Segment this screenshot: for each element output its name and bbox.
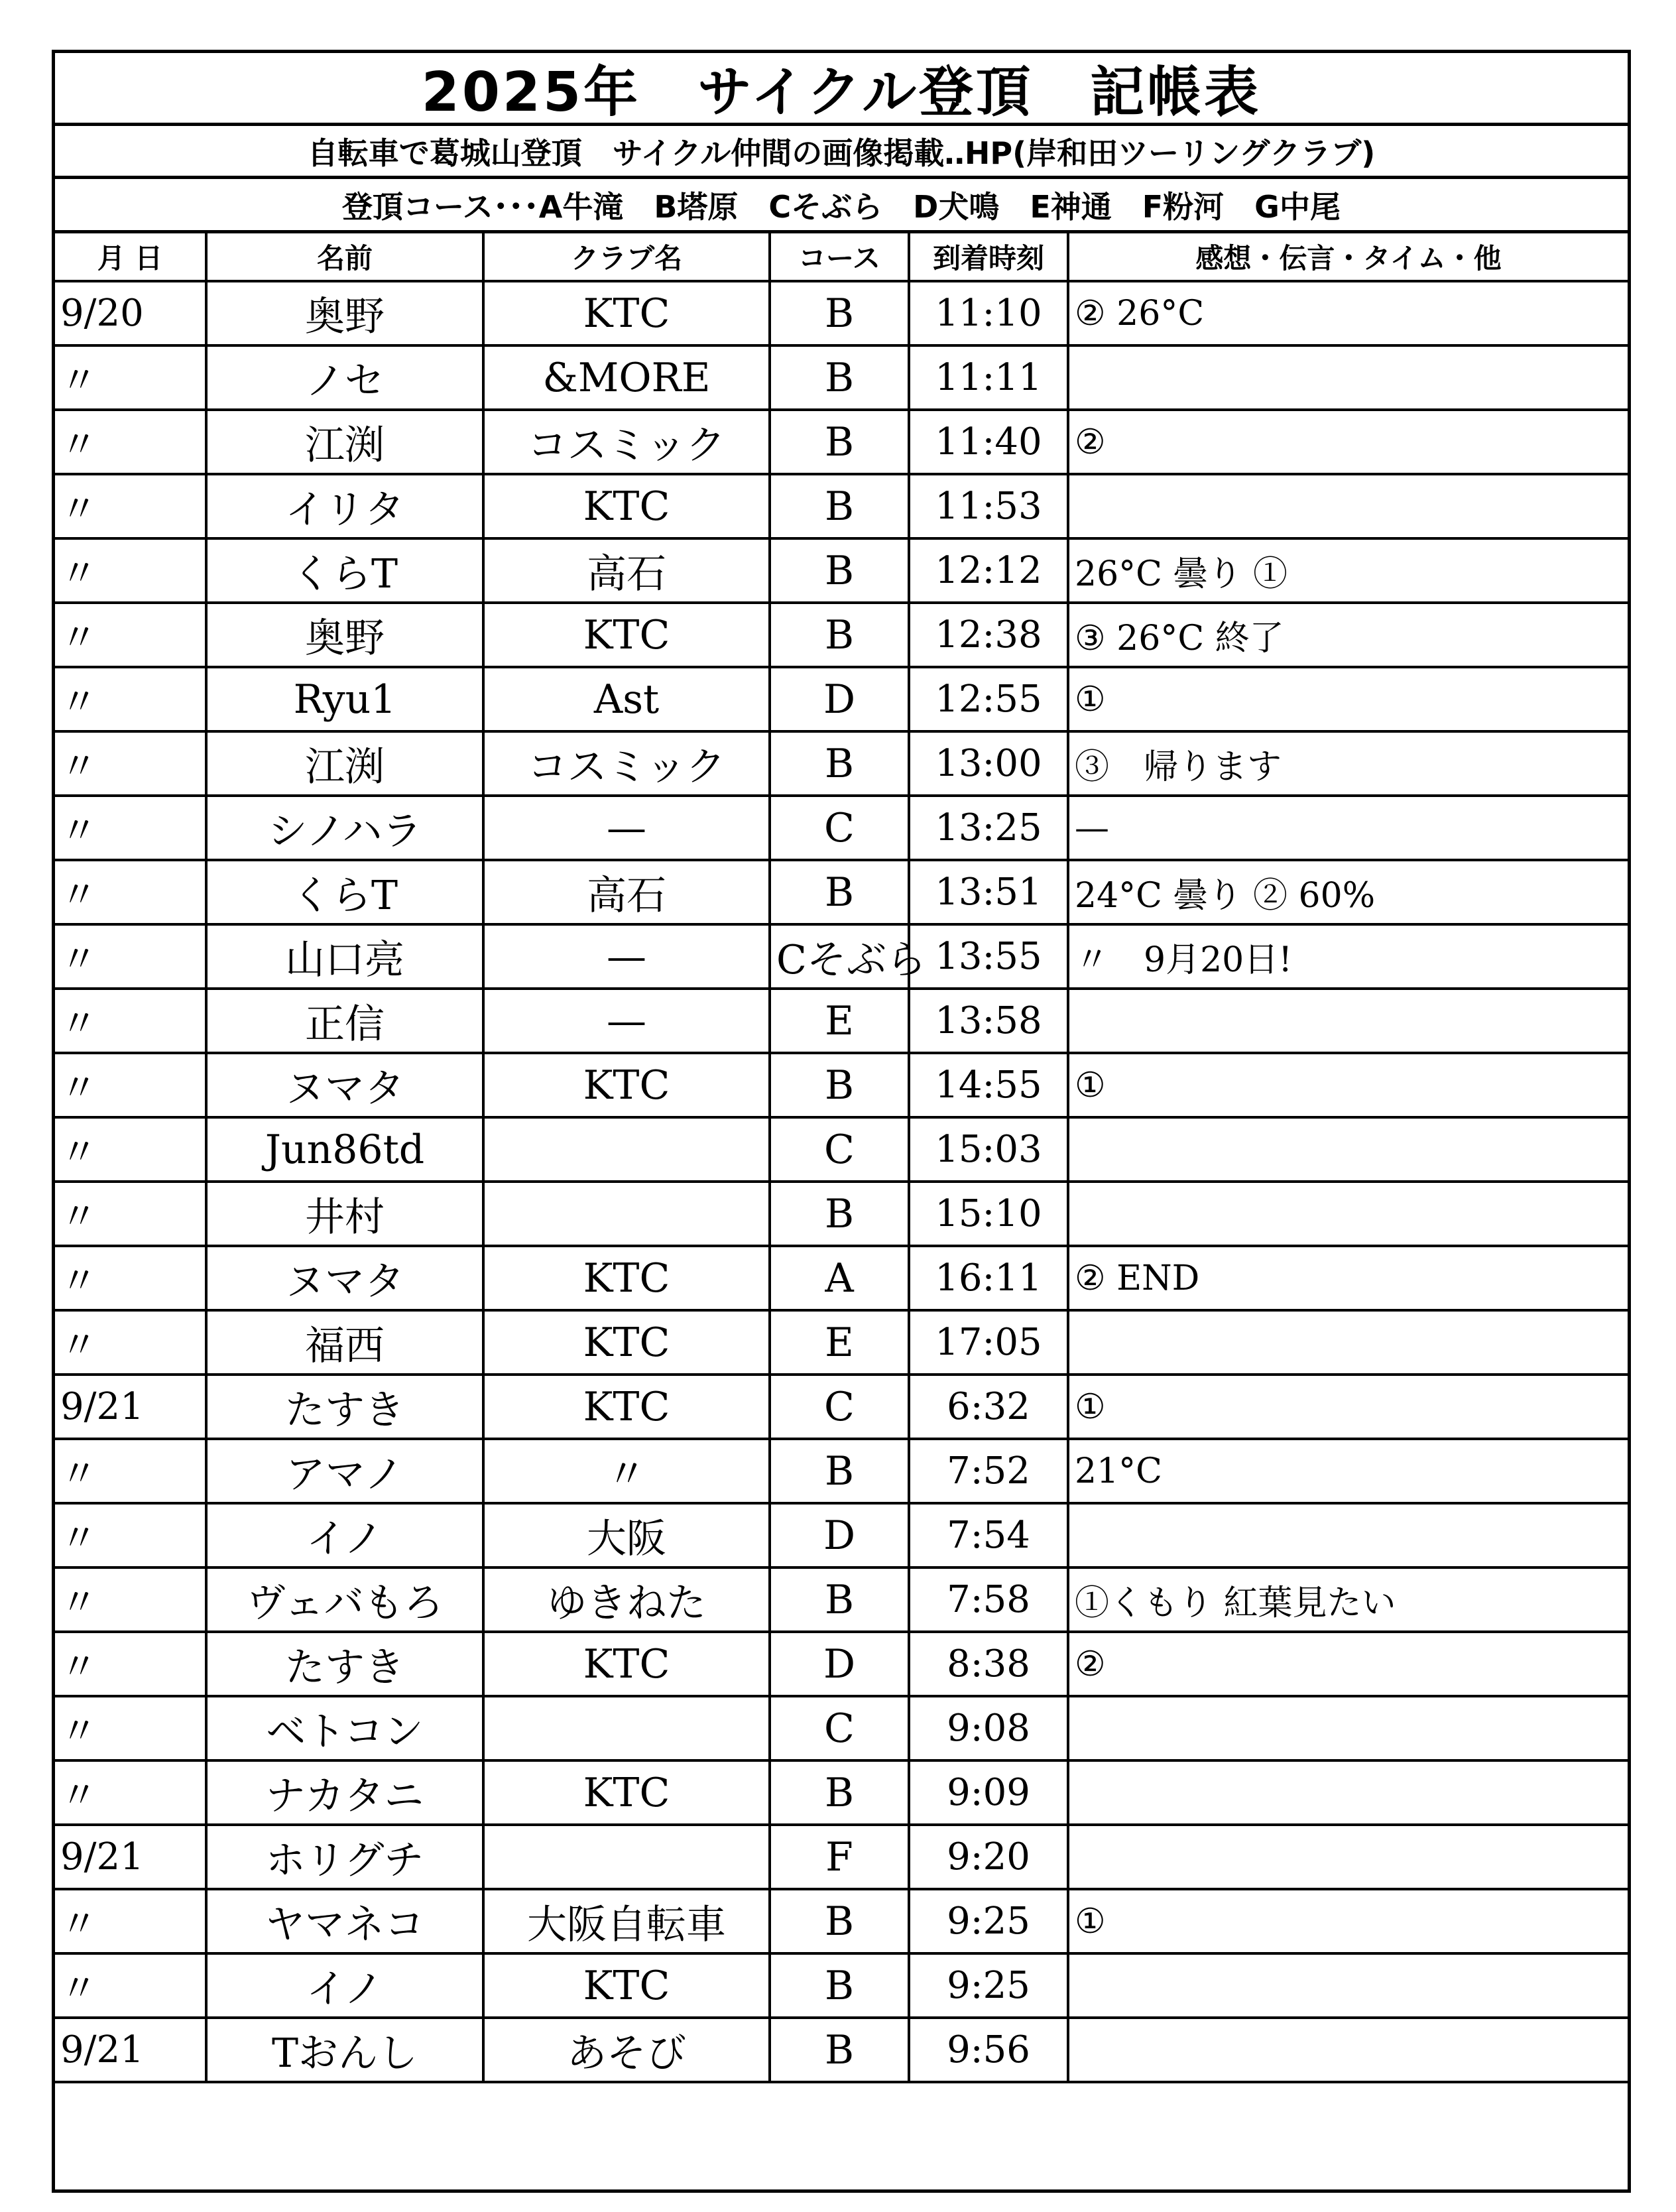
subtitle: 自転車で葛城山登頂 サイクル仲間の画像掲載‥HP(岸和田ツーリングクラブ) (55, 126, 1628, 179)
cell-club: 〃 (483, 1439, 770, 1503)
cell-time: 9:25 (909, 1953, 1068, 2018)
cell-club (483, 1182, 770, 1246)
cell-club: KTC (483, 1375, 770, 1439)
cell-name: 福西 (206, 1310, 483, 1375)
cell-date: 〃 (55, 1696, 206, 1760)
cell-date: 〃 (55, 1310, 206, 1375)
cell-note: ② (1068, 1632, 1628, 1696)
table-row (55, 538, 1628, 603)
cell-name: 正信 (206, 989, 483, 1053)
cell-course: C (770, 1117, 909, 1182)
cell-date: 〃 (55, 1182, 206, 1246)
cell-date: 9/21 (55, 2018, 206, 2082)
cell-club: あそび (483, 2018, 770, 2082)
table-row (55, 1182, 1628, 1246)
cell-time: 9:56 (909, 2018, 1068, 2082)
cell-course: D (770, 1503, 909, 1567)
cell-name: シノハラ (206, 796, 483, 860)
cell-course: B (770, 345, 909, 410)
cell-course: B (770, 1567, 909, 1632)
cell-club: — (483, 796, 770, 860)
cell-course: B (770, 1889, 909, 1953)
cell-note: ① (1068, 1889, 1628, 1953)
cell-course: B (770, 474, 909, 538)
cell-course: B (770, 1053, 909, 1117)
cell-date: 〃 (55, 924, 206, 989)
cell-club: KTC (483, 1632, 770, 1696)
table-row (55, 410, 1628, 474)
table-row (55, 1246, 1628, 1310)
cell-time: 12:55 (909, 667, 1068, 731)
cell-club: KTC (483, 1310, 770, 1375)
table-row (55, 924, 1628, 989)
cell-date: 〃 (55, 345, 206, 410)
cell-name: アマノ (206, 1439, 483, 1503)
cell-course: E (770, 1310, 909, 1375)
cell-time: 14:55 (909, 1053, 1068, 1117)
cell-club: 大阪自転車 (483, 1889, 770, 1953)
cell-course: D (770, 667, 909, 731)
cell-note: ② 26°C (1068, 281, 1628, 345)
cell-note: ③ 帰ります (1068, 731, 1628, 796)
cell-club: KTC (483, 603, 770, 667)
cell-course: B (770, 410, 909, 474)
header-time: 到着時刻 (909, 233, 1068, 281)
cell-note (1068, 1310, 1628, 1375)
cell-note: 21°C (1068, 1439, 1628, 1503)
cell-time: 9:20 (909, 1825, 1068, 1889)
cell-note: ① (1068, 667, 1628, 731)
cell-date: 〃 (55, 474, 206, 538)
cell-time: 13:00 (909, 731, 1068, 796)
header-course: コース (770, 233, 909, 281)
cell-club: Ast (483, 667, 770, 731)
cell-date: 〃 (55, 1503, 206, 1567)
cell-name: ヌマタ (206, 1246, 483, 1310)
cell-note (1068, 989, 1628, 1053)
table-row (55, 345, 1628, 410)
cell-date: 9/20 (55, 281, 206, 345)
cell-name: イノ (206, 1953, 483, 2018)
cell-club: ゆきねた (483, 1567, 770, 1632)
cell-course: B (770, 860, 909, 924)
cell-note (1068, 2018, 1628, 2082)
cell-note: 24°C 曇り ② 60% (1068, 860, 1628, 924)
cell-time: 13:51 (909, 860, 1068, 924)
cell-date: 〃 (55, 1632, 206, 1696)
cell-note: 26°C 曇り ① (1068, 538, 1628, 603)
cell-note (1068, 1760, 1628, 1825)
cell-note: ③ 26°C 終了 (1068, 603, 1628, 667)
cell-club: コスミック (483, 731, 770, 796)
cell-course: C (770, 1696, 909, 1760)
cell-name: 山口亮 (206, 924, 483, 989)
cell-course: B (770, 731, 909, 796)
cell-course: B (770, 2018, 909, 2082)
cell-club: KTC (483, 1760, 770, 1825)
table-row (55, 474, 1628, 538)
cell-name: ホリグチ (206, 1825, 483, 1889)
cell-course: F (770, 1825, 909, 1889)
cell-club: KTC (483, 1053, 770, 1117)
cell-date: 〃 (55, 1567, 206, 1632)
table-row (55, 1503, 1628, 1567)
cell-name: イリタ (206, 474, 483, 538)
cell-name: ノセ (206, 345, 483, 410)
course-legend: 登頂コース･･･A牛滝 B塔原 Cそぶら D犬鳴 E神通 F粉河 G中尾 (55, 179, 1628, 233)
cell-name: Tおんし (206, 2018, 483, 2082)
cell-name: 奥野 (206, 603, 483, 667)
header-club: クラブ名 (483, 233, 770, 281)
cell-time: 9:09 (909, 1760, 1068, 1825)
cell-club: 高石 (483, 860, 770, 924)
cell-course: B (770, 538, 909, 603)
cell-date: 〃 (55, 860, 206, 924)
cell-name: くらT (206, 860, 483, 924)
cell-note: ①くもり 紅葉見たい (1068, 1567, 1628, 1632)
cell-note: 〃 9月20日! (1068, 924, 1628, 989)
cell-name: ベトコン (206, 1696, 483, 1760)
cell-club: — (483, 989, 770, 1053)
cell-name: 奥野 (206, 281, 483, 345)
cell-time: 7:54 (909, 1503, 1068, 1567)
cell-note: ② END (1068, 1246, 1628, 1310)
cell-date: 〃 (55, 1246, 206, 1310)
table-row (55, 1825, 1628, 1889)
cell-date: 〃 (55, 1760, 206, 1825)
cell-name: 江渕 (206, 731, 483, 796)
table-row (55, 1889, 1628, 1953)
cell-club: KTC (483, 1953, 770, 2018)
log-table (55, 233, 1628, 2083)
cell-time: 8:38 (909, 1632, 1068, 1696)
cell-course: B (770, 1182, 909, 1246)
cell-note (1068, 1503, 1628, 1567)
cell-club: &MORE (483, 345, 770, 410)
cell-time: 6:32 (909, 1375, 1068, 1439)
cell-name: ヤマネコ (206, 1889, 483, 1953)
cell-date: 〃 (55, 410, 206, 474)
table-row (55, 1760, 1628, 1825)
cell-time: 13:55 (909, 924, 1068, 989)
cell-name: Ryu1 (206, 667, 483, 731)
table-row (55, 2018, 1628, 2082)
cell-course: B (770, 1760, 909, 1825)
cell-course: B (770, 603, 909, 667)
cell-note (1068, 1696, 1628, 1760)
cell-time: 11:11 (909, 345, 1068, 410)
table-row (55, 667, 1628, 731)
cell-note (1068, 1117, 1628, 1182)
cell-course: Cそぶら (770, 924, 909, 989)
header-date: 月 日 (55, 233, 206, 281)
cell-name: 井村 (206, 1182, 483, 1246)
cell-time: 13:25 (909, 796, 1068, 860)
cell-course: C (770, 796, 909, 860)
header-notes: 感想・伝言・タイム・他 (1068, 233, 1628, 281)
table-row (55, 1953, 1628, 2018)
cell-club (483, 1825, 770, 1889)
cell-time: 12:12 (909, 538, 1068, 603)
cell-date: 〃 (55, 796, 206, 860)
table-row (55, 1310, 1628, 1375)
cell-course: B (770, 1953, 909, 2018)
cell-time: 16:11 (909, 1246, 1068, 1310)
table-row (55, 1053, 1628, 1117)
cell-time: 11:10 (909, 281, 1068, 345)
cell-date: 〃 (55, 603, 206, 667)
table-row (55, 989, 1628, 1053)
cell-name: ナカタニ (206, 1760, 483, 1825)
cell-note (1068, 1825, 1628, 1889)
cell-club: KTC (483, 281, 770, 345)
log-sheet (52, 50, 1631, 2193)
cell-course: B (770, 281, 909, 345)
cell-date: 〃 (55, 1889, 206, 1953)
cell-name: ヴェバもろ (206, 1567, 483, 1632)
cell-course: D (770, 1632, 909, 1696)
cell-time: 7:52 (909, 1439, 1068, 1503)
cell-time: 7:58 (909, 1567, 1068, 1632)
cell-name: たすき (206, 1375, 483, 1439)
cell-note: ① (1068, 1053, 1628, 1117)
cell-note (1068, 474, 1628, 538)
table-row (55, 603, 1628, 667)
cell-note (1068, 345, 1628, 410)
cell-date: 〃 (55, 1053, 206, 1117)
cell-name: イノ (206, 1503, 483, 1567)
cell-course: B (770, 1439, 909, 1503)
cell-club: 高石 (483, 538, 770, 603)
cell-time: 17:05 (909, 1310, 1068, 1375)
cell-time: 15:10 (909, 1182, 1068, 1246)
cell-time: 11:53 (909, 474, 1068, 538)
cell-note: ② (1068, 410, 1628, 474)
table-row (55, 281, 1628, 345)
table-row (55, 1117, 1628, 1182)
cell-date: 〃 (55, 731, 206, 796)
cell-course: C (770, 1375, 909, 1439)
cell-date: 〃 (55, 1117, 206, 1182)
cell-date: 〃 (55, 1953, 206, 2018)
cell-course: E (770, 989, 909, 1053)
cell-time: 15:03 (909, 1117, 1068, 1182)
cell-date: 〃 (55, 1439, 206, 1503)
table-header (55, 233, 1628, 281)
cell-club: 大阪 (483, 1503, 770, 1567)
cell-note (1068, 1182, 1628, 1246)
cell-club: — (483, 924, 770, 989)
table-row (55, 1439, 1628, 1503)
cell-date: 〃 (55, 667, 206, 731)
cell-time: 13:58 (909, 989, 1068, 1053)
cell-note (1068, 1953, 1628, 2018)
table-row (55, 1696, 1628, 1760)
cell-time: 12:38 (909, 603, 1068, 667)
cell-name: くらT (206, 538, 483, 603)
cell-name: ヌマタ (206, 1053, 483, 1117)
cell-time: 9:08 (909, 1696, 1068, 1760)
page-title: 2025年 サイクル登頂 記帳表 (55, 53, 1628, 126)
cell-time: 9:25 (909, 1889, 1068, 1953)
table-row (55, 1567, 1628, 1632)
header-name: 名前 (206, 233, 483, 281)
cell-club: KTC (483, 1246, 770, 1310)
cell-date: 〃 (55, 989, 206, 1053)
cell-note: ① (1068, 1375, 1628, 1439)
cell-note: — (1068, 796, 1628, 860)
cell-club (483, 1696, 770, 1760)
table-row (55, 1375, 1628, 1439)
cell-date: 9/21 (55, 1375, 206, 1439)
cell-club: コスミック (483, 410, 770, 474)
cell-name: たすき (206, 1632, 483, 1696)
table-row (55, 860, 1628, 924)
cell-time: 11:40 (909, 410, 1068, 474)
cell-date: 〃 (55, 538, 206, 603)
cell-name: 江渕 (206, 410, 483, 474)
table-row (55, 796, 1628, 860)
cell-club (483, 1117, 770, 1182)
table-row (55, 731, 1628, 796)
cell-course: A (770, 1246, 909, 1310)
table-row (55, 1632, 1628, 1696)
cell-club: KTC (483, 474, 770, 538)
cell-name: Jun86td (206, 1117, 483, 1182)
cell-date: 9/21 (55, 1825, 206, 1889)
